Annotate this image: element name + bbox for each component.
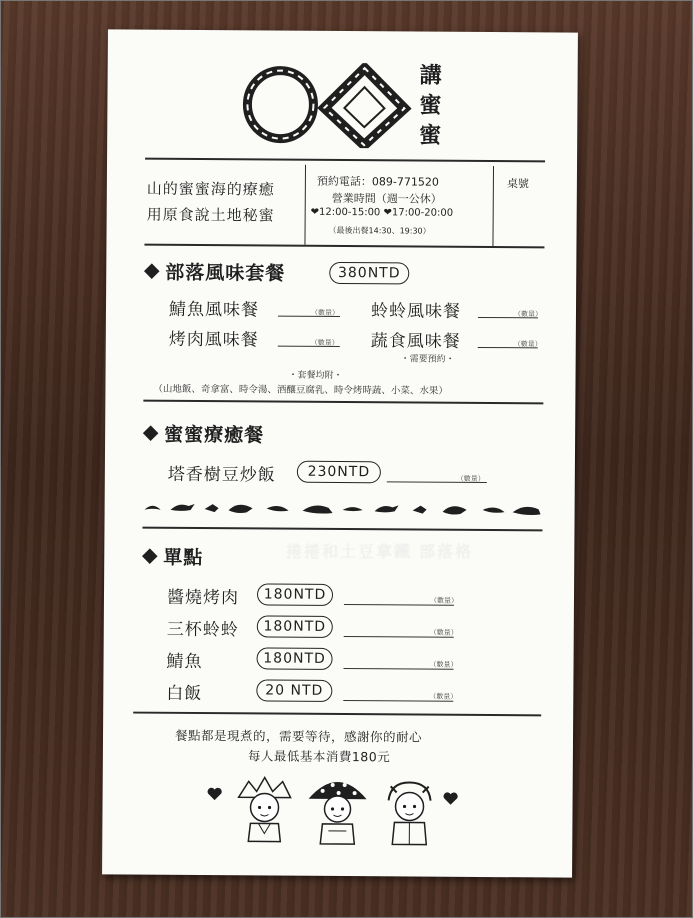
qty-label: （數量） [429,660,458,669]
diamond-bullet-icon [144,263,160,279]
qty-label: （數量） [513,310,543,319]
healing-item: 塔香樹豆炒飯 [167,464,276,486]
menu-paper [102,29,578,877]
set-item-3: 烤肉風味餐 [168,329,259,351]
a-la-carte-item-price: 180NTD [256,647,332,670]
last-order-text: （最後出餐14:30、19:30） [328,225,431,236]
set-item-4: 蔬食風味餐 [370,331,461,352]
qty-label: （數量） [429,596,459,605]
brand-name: 講蜜蜜 [419,63,442,149]
phone-text: 預約電話：089-771520 [316,174,439,189]
set-item-1: 鯖魚風味餐 [168,299,260,321]
healing-title: 蜜蜜療癒餐 [145,420,264,448]
a-la-carte-item-name: 白飯 [166,683,203,705]
hours-title: 營業時間（週一公休） [331,191,442,206]
a-la-carte-item-price: 180NTD [257,615,333,638]
qty-label: （數量） [310,338,339,347]
qty-label: （數量） [429,692,458,701]
qty-label: （數量） [513,340,542,349]
heart-icon [443,792,459,806]
diamond-bullet-icon [143,425,159,441]
diamond-bullet-icon [142,548,158,564]
a-la-carte-item-name: 鯖魚 [166,651,203,673]
a-la-carte-title: 單點 [144,543,203,570]
qty-label: （數量） [310,308,340,317]
a-la-carte-item-name: 醬燒烤肉 [166,587,240,609]
set-meal-title: 部落風味套餐 [146,258,285,286]
heart-icon [207,787,223,801]
includes-text: （山地飯、奇拿富、時令湯、酒釀豆腐乳、時令烤時蔬、小菜、水果） [153,383,448,397]
includes-label: ・套餐均附・ [288,370,343,382]
footer-line-2: 每人最低基本消費180元 [247,748,391,765]
a-la-carte-item-name: 三杯蛉蛉 [166,619,239,641]
healing-price: 230NTD [297,461,381,484]
table-number-label: 桌號 [506,177,529,191]
intro-line-2: 用原食說土地秘蜜 [146,205,275,225]
intro-line-1: 山的蜜蜜海的療癒 [146,179,275,199]
cartoon-character-icon [302,771,373,846]
logo-icon [242,62,413,148]
qty-label: （數量） [429,628,458,637]
cartoon-character-icon [374,776,444,846]
reserve-note: ・需要預約・ [400,354,455,365]
a-la-carte-item-price: 20 NTD [256,679,332,702]
qty-label: （數量） [456,474,485,484]
cartoon-character-icon [230,775,300,843]
set-item-2: 蛉蛉風味餐 [370,301,462,322]
decorative-animal-border-icon [143,498,543,521]
set-meal-price: 380NTD [329,262,409,285]
footer-line-1: 餐點都是現煮的，需要等待，感謝你的耐心 [174,727,423,745]
a-la-carte-item-price: 180NTD [257,583,333,606]
hours-text: ❤12:00-15:00 ❤17:00-20:00 [310,206,454,219]
blog-watermark: 捲捲和土豆拿鐵 部落格 [286,542,474,561]
